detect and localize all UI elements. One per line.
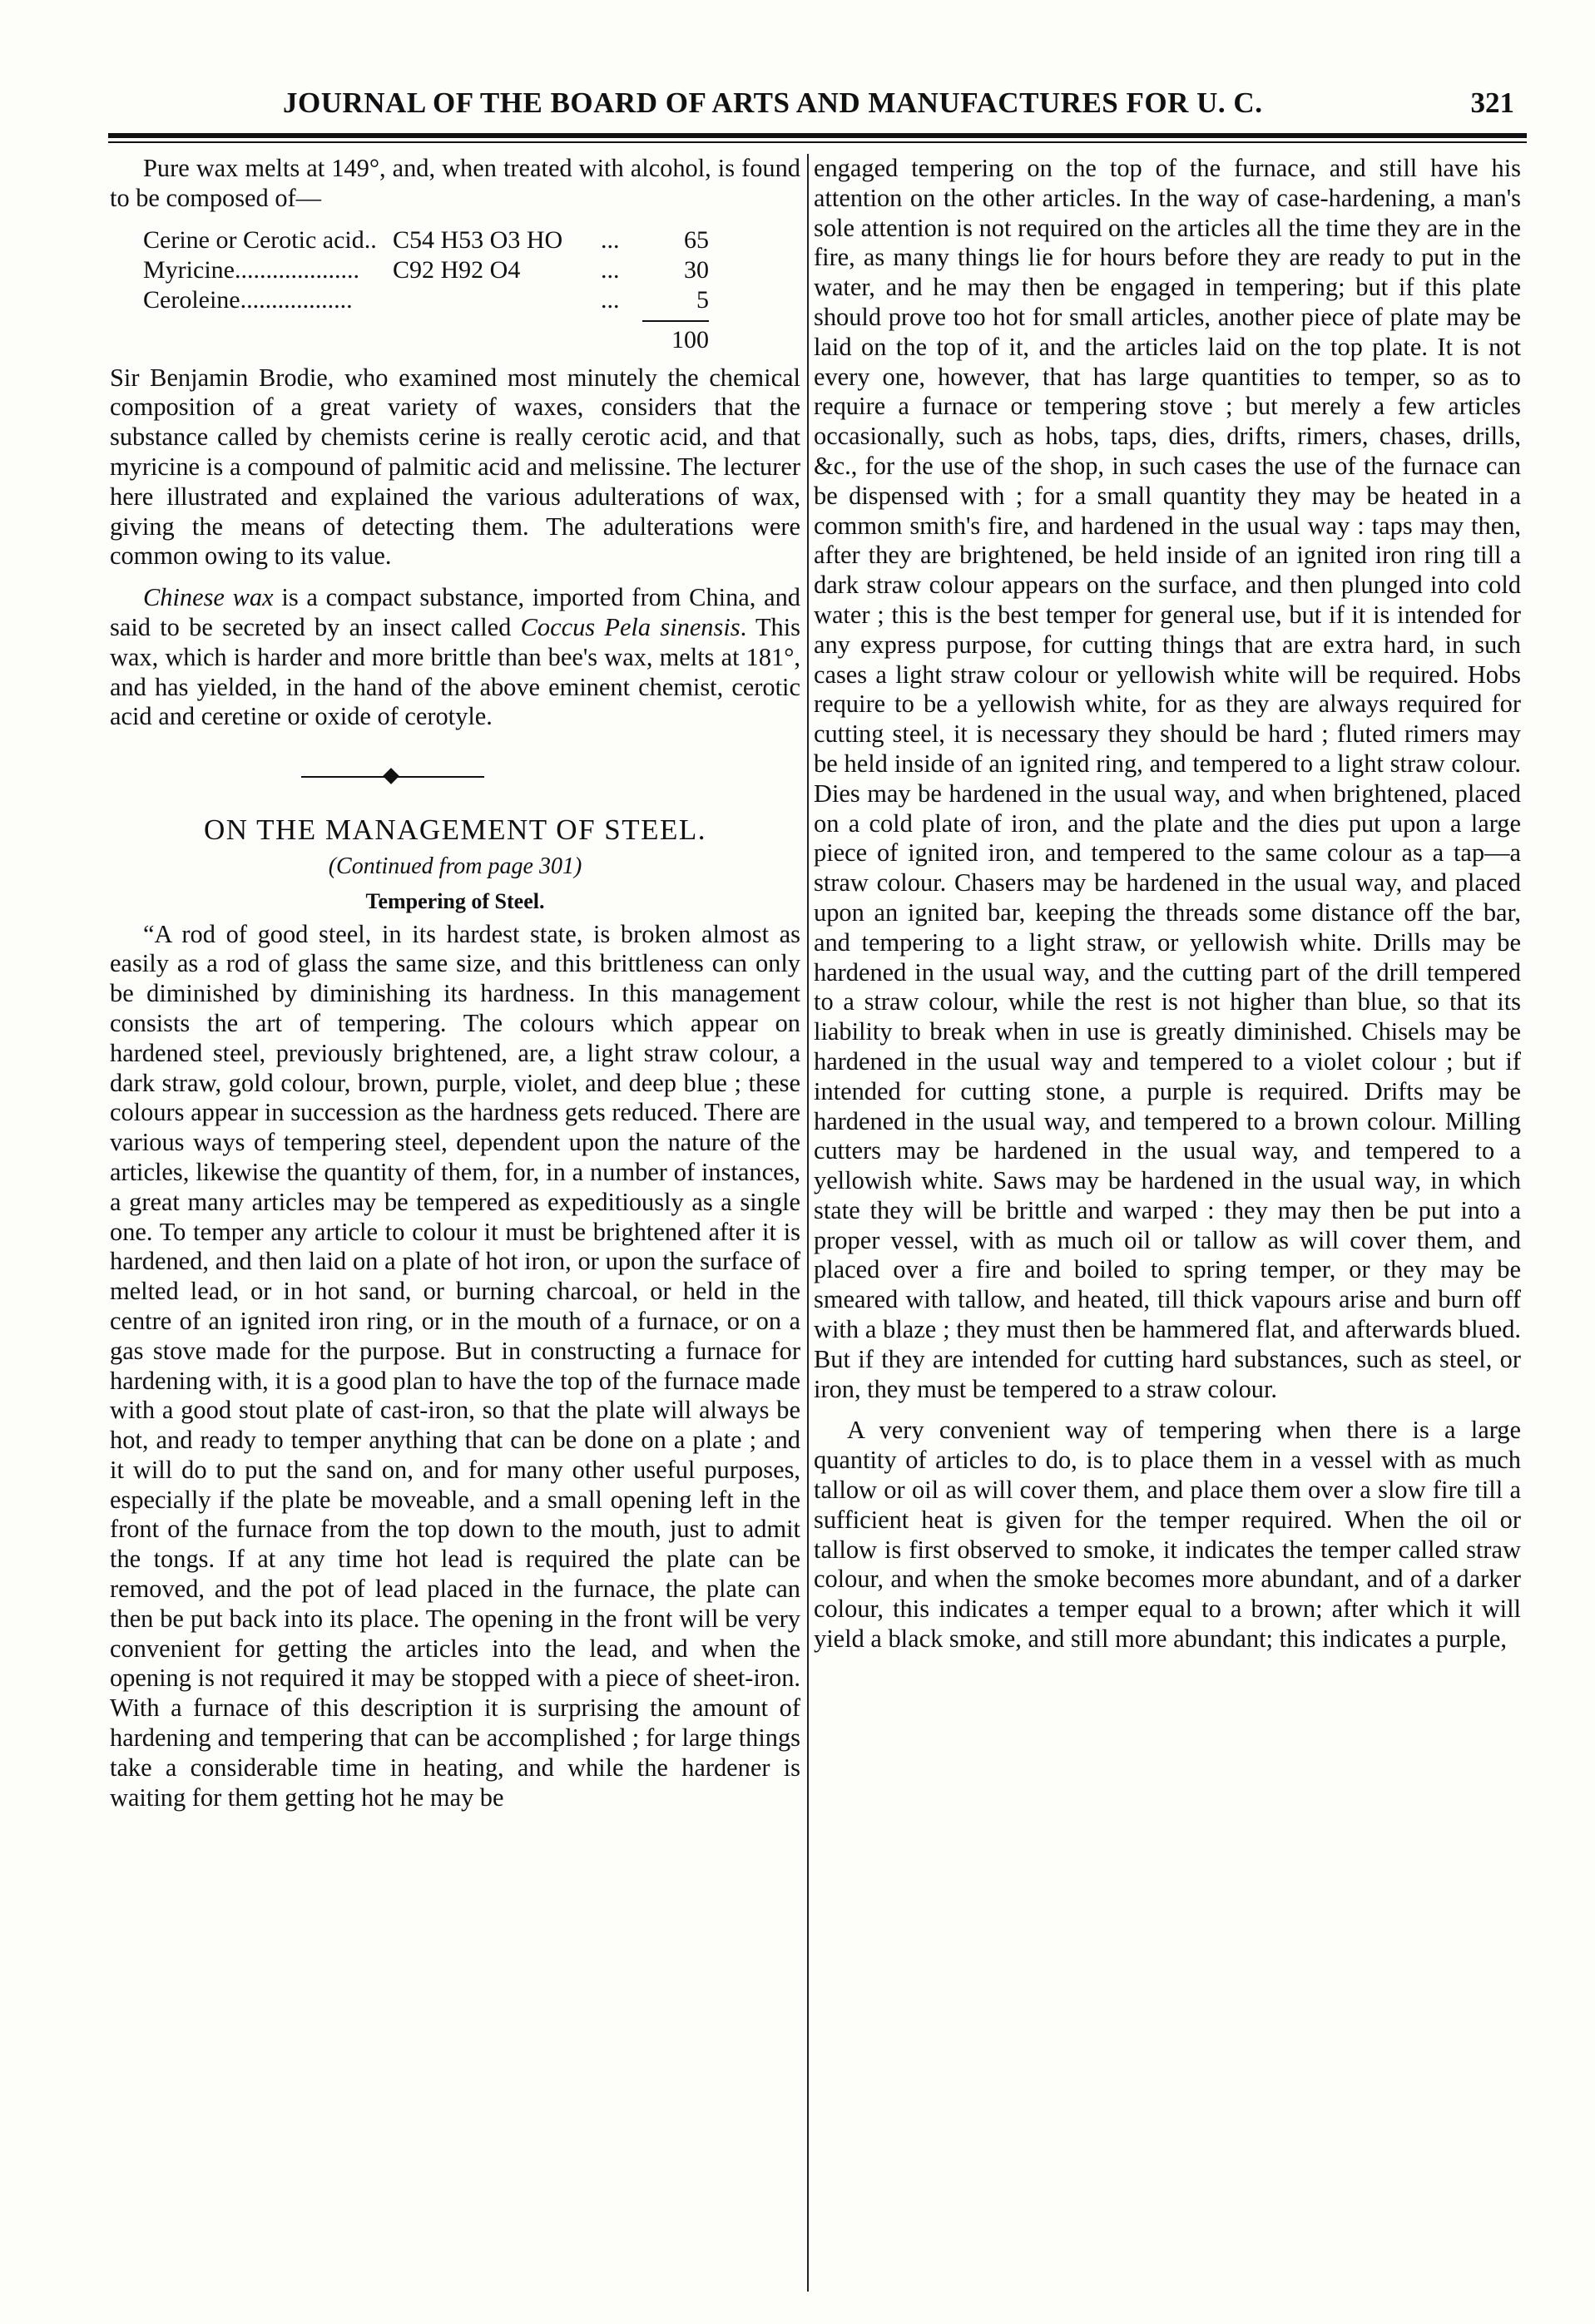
coccus-term: Coccus Pela sinensis [520,612,741,641]
composition-formula: C54 H53 O3 HO [393,225,563,254]
continued-note: (Continued from page 301) [328,853,582,879]
composition-total: 100 [671,325,709,354]
composition-value: 30 [684,255,709,284]
wax-intro: Pure wax melts at 149°, and, when treated with alcohol, is found to be composed of— [110,154,800,212]
composition-formula [393,285,601,315]
section-title: ON THE MANAGEMENT OF STEEL. [203,813,707,847]
composition-row [143,255,800,285]
right-column [814,154,1521,1654]
wax-composition-table [143,225,800,355]
composition-name: Cerine or Cerotic acid.. [143,225,377,254]
composition-formula: C92 H92 O4 [393,255,521,284]
composition-name: Myricine.................... [143,255,359,284]
chinese-wax-text: is a compact substance, imported from China, and said to be secreted by an insect called [110,583,800,641]
steel-paragraph: “A rod of good steel, in its hardest state, is broken almost as easily as a rod of glass the same size, and this brittleness can only be diminished by diminishing its hardness. In this management consists the art of tempering. The colours which appear on hardened steel, previously brightened, are, a light straw colour, a dark straw, gold colour, brown, purple, violet, and deep blue ; these colours appear in succession as the hardness gets reduced. There are various ways of tempering steel, dependent upon the nature of the articles, likewise the quantity of them, for, in a number of instances, a great many articles may be tempered as expeditiously as a single one. To temper any article to colour it must be brightened after it is hardened, and then laid on a plate of hot iron, or upon the surface of melted lead, or in hot sand, or burning charcoal, or held in the centre of an ignited iron ring, or in the mouth of a furnace, or on a gas stove made for the purpose. But in constructing a furnace for hardening with, it is a good plan to have the top of the furnace made with a good stout plate of cast-iron, so that the plate will always be hot, and ready to temper anything that can be done on a plate ; and it will do to put the sand on, and for many other useful purposes, especially if the plate be moveable, and a small opening left in the front of the furnace from the top down to the mouth, just to admit the tongs. If at any time hot lead is required the plate can be removed, and the pot of lead placed in the furnace, the plate can then be put back into its place. The opening in the front will be very convenient for getting the articles into the lead, and when the opening is not required it may be stopped with a piece of sheet-iron. With a furnace of this description it is surprising the amount of hardening and tempering that can be accomplished ; for large things take a considerable time in heating, and while the hardener is waiting for them getting hot he may be [110,919,800,1812]
composition-dots: ... [601,285,620,314]
composition-row [143,285,800,315]
section-ornament [110,760,800,794]
journal-title: JOURNAL OF THE BOARD OF ARTS AND MANUFACTURES FOR U. C. [283,87,1263,119]
page-number: 321 [1470,87,1514,119]
header-rule-thick [108,133,1527,138]
right-paragraph-2: A very convenient way of tempering when there is a large quantity of articles to do, is to place them in a vessel with as much tallow or oil as will cover them, and place them over a slow fire till a sufficient heat is given for the temper required. When the oil or tallow is first observed to smoke, it indicates the temper called straw colour, and when the smoke becomes more abundant, and of a darker colour, this indicates a temper equal to a brown; after which it will yield a black smoke, and still more abundant; this indicates a purple, [814,1416,1521,1654]
chinese-wax-paragraph [110,583,800,732]
left-column [110,154,800,1812]
page-header [100,83,1531,133]
composition-row [143,225,800,255]
composition-total-rule [642,320,709,322]
composition-name: Ceroleine.................. [143,285,353,314]
subheading: Tempering of Steel. [365,888,545,913]
composition-value: 65 [684,225,709,254]
right-paragraph-1: engaged tempering on the top of the furnace, and still have his attention on the other articles. In the way of case-hardening, a man's sole attention is not required on the articles all the time they are in the fire, as many things lie for hours before they are ready to put in the water, and he may then be engaged in tempering; but if this plate should prove too hot for small articles, another piece of plate may be laid on the top of it, and the articles laid on the top plate. It is not every one, however, that has large quantities to temper, so as to require a furnace or tempering stove ; but merely a few articles occasionally, such as hobs, taps, dies, drifts, rimers, chases, drills, &c., for the use of the shop, in such cases the use of the furnace can be dispensed with ; for a small quantity they may be heated in a common smith's fire, and hardened in the usual way : taps may then, after they are brightened, be held inside of an ignited iron ring till a dark straw colour appears on the surface, and then plunged into cold water ; this is the best temper for general use, but if it is intended for any express purpose, for cutting things that are extra hard, in such cases a light straw colour or yellowish white will be required. Hobs require to be a yellowish white, for as they are always required for cutting steel, it is necessary they should be hard ; fluted rimers may be held inside of an ignited ring, and tempered to a light straw colour. Dies may be hardened in the usual way, and when brightened, placed on a cold plate of iron, and the plate and the dies put upon a large piece of ignited iron, and tempered to the same colour as a tap—a straw colour. Chasers may be hardened in the usual way, and placed upon an ignited bar, keeping the threads some distance off the bar, and tempering to a light straw, or yellowish white. Drills may be hardened in the usual way, and the cutting part of the drill tempered to a straw colour, while the rest is not higher than blue, so that its liability to break when in use is greatly diminished. Chisels may be hardened in the usual way and tempered to a violet colour ; but if intended for cutting stone, a purple is required. Drifts may be hardened in the usual way, and tempered to a brown colour. Milling cutters may be hardened in the usual way, and tempered to a yellowish white. Saws may be hardened in the usual way, in which state they will be brittle and warped : they may then be put into a proper vessel, with as much oil or tallow as will cover them, and placed over a fire and boiled to spring temper, or they may be smeared with tallow, and heated, till thick vapours arise and burn off with a blaze ; they must then be hammered flat, and afterwards blued. But if they are intended for cutting hard substances, such as steel, or iron, they must be tempered to a straw colour. [814,154,1521,1403]
composition-value: 5 [696,285,709,314]
brodie-paragraph: Sir Benjamin Brodie, who examined most minutely the chemical composition of a great variety of waxes, considers that the substance called by chemists cerine is really cerotic acid, and that myricine is a compound of palmitic acid and melissine. The lecturer here illustrated and explained the various adulterations of wax, giving the means of detecting them. The adulterations were common owing to its value. [110,363,800,571]
composition-dots: ... [601,225,620,254]
composition-dots: ... [601,255,620,284]
ornament-diamond [383,768,399,784]
chinese-wax-term: Chinese wax [143,583,274,612]
column-divider [807,154,809,2292]
chinese-wax-text-cont: . This wax, which is harder and more brittle than bee's wax, melts at 181°, and has yielded, in the hand of the above eminent chemist, cerotic acid and ceretine or oxide of cerotyle. [110,612,800,731]
header-rule-thin [108,141,1527,143]
